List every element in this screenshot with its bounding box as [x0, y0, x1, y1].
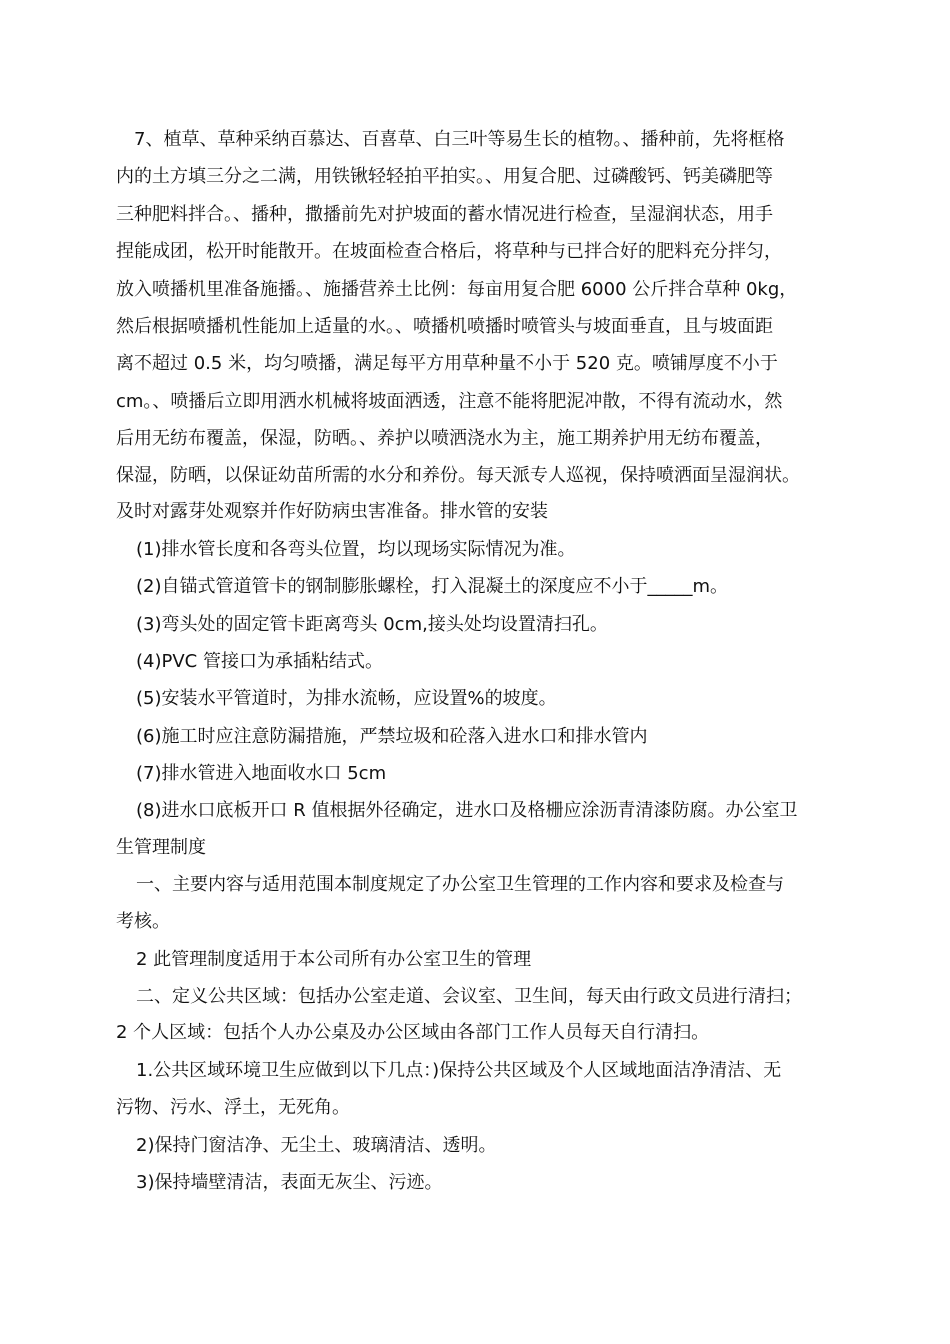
text-line: 三种肥料拌合。、播种，撒播前先对护坡面的蓄水情况进行检查，呈湿润状态，用手 [116, 204, 773, 225]
text-line: 放入喷播机里准备施播。、施播营养土比例：每亩用复合肥 6000 公斤拌合草种 0kg， [116, 279, 798, 300]
text-line: 生管理制度 [116, 837, 206, 858]
list-item: (5)安装水平管道时，为排水流畅，应设置%的坡度。 [136, 688, 557, 709]
text-line: 及时对露芽处观察并作好防病虫害准备。排水管的安装 [116, 501, 548, 522]
text-line: cm。、喷播后立即用洒水机械将坡面洒透，注意不能将肥泥冲散，不得有流动水，然 [116, 391, 783, 412]
list-item: 3)保持墙壁清洁，表面无灰尘、污迹。 [136, 1172, 443, 1193]
list-item: (4)PVC 管接口为承插粘结式。 [136, 651, 383, 672]
text-line: 保湿，防晒，以保证幼苗所需的水分和养份。每天派专人巡视，保持喷洒面呈湿润状。 [116, 465, 800, 486]
text-line: 7、植草、草种采纳百慕达、百喜草、白三叶等易生长的植物。、播种前，先将框格 [134, 129, 785, 150]
list-item: 2)保持门窗洁净、无尘土、玻璃清洁、透明。 [136, 1135, 497, 1156]
text-line: 然后根据喷播机性能加上适量的水。、喷播机喷播时喷管头与坡面垂直，且与坡面距 [116, 316, 773, 337]
list-item: (1)排水管长度和各弯头位置，均以现场实际情况为准。 [136, 539, 576, 560]
text-line: 污物、污水、浮土，无死角。 [116, 1097, 350, 1118]
list-item: (7)排水管进入地面收水口 5cm [136, 763, 387, 784]
text-line: 后用无纺布覆盖，保湿，防晒。、养护以喷洒浇水为主，施工期养护用无纺布覆盖， [116, 428, 773, 449]
text-line: 一、主要内容与适用范围本制度规定了办公室卫生管理的工作内容和要求及检查与 [136, 874, 784, 895]
text-line: 考核。 [116, 911, 170, 932]
text-line: 1.公共区域环境卫生应做到以下几点：)保持公共区域及个人区域地面洁净清洁、无 [136, 1060, 782, 1081]
text-line: 离不超过 0.5 米，均匀喷播，满足每平方用草种量不小于 520 克。喷铺厚度不小于 [116, 353, 778, 374]
text-line: 2 此管理制度适用于本公司所有办公室卫生的管理 [136, 949, 532, 970]
list-item: (8)进水口底板开口 R 值根据外径确定，进水口及格栅应涂沥青清漆防腐。办公室卫 [136, 800, 798, 821]
list-item: (3)弯头处的固定管卡距离弯头 0cm,接头处均设置清扫孔。 [136, 614, 608, 635]
text-line: 内的土方填三分之二满，用铁锹轻轻拍平拍实。、用复合肥、过磷酸钙、钙美磷肥等 [116, 166, 773, 187]
list-item: (2)自锚式管道管卡的钢制膨胀螺栓，打入混凝土的深度应不小于_____m。 [136, 576, 729, 597]
text-line: 二、定义公共区域：包括办公室走道、会议室、卫生间，每天由行政文员进行清扫； [136, 986, 802, 1007]
list-item: (6)施工时应注意防漏措施，严禁垃圾和砼落入进水口和排水管内 [136, 726, 648, 747]
text-line: 捏能成团，松开时能散开。在坡面检查合格后，将草种与已拌合好的肥料充分拌匀， [116, 241, 782, 262]
text-line: 2 个人区域：包括个人办公桌及办公区域由各部门工作人员每天自行清扫。 [116, 1022, 710, 1043]
